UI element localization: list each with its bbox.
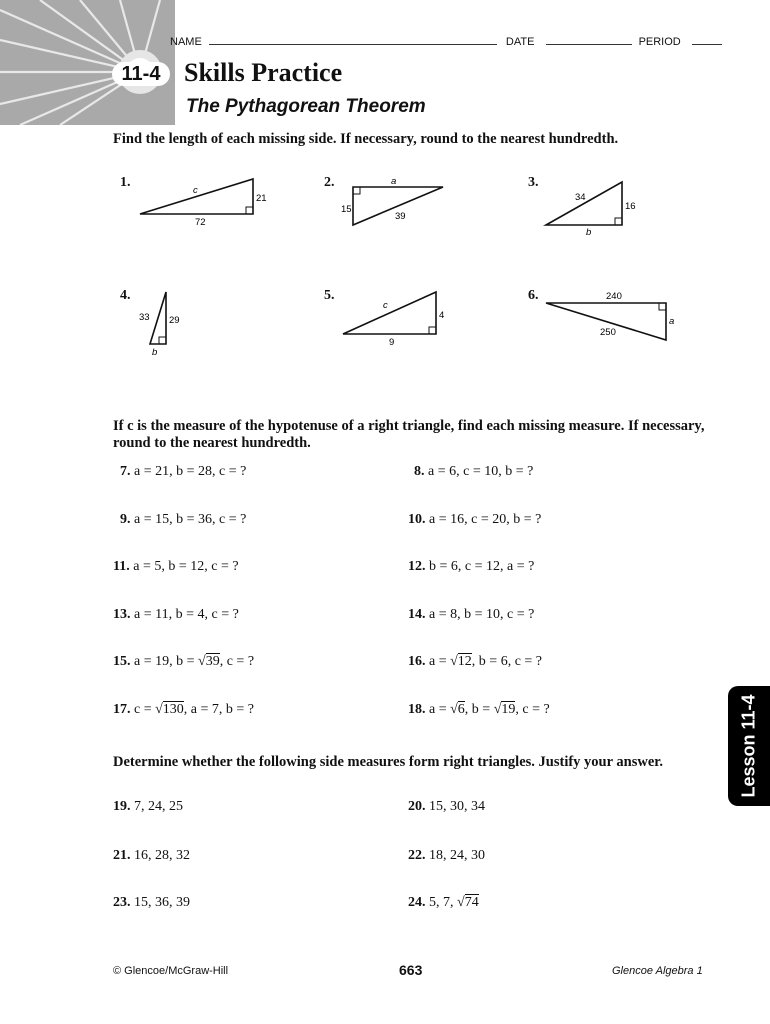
radical-sign-icon: √ [155, 702, 163, 717]
figure-3-label-34: 34 [575, 192, 586, 203]
figure-4-triangle [135, 288, 195, 363]
lesson-side-tab [728, 686, 770, 806]
figure-5-number: 5. [324, 288, 335, 303]
radical-sign-icon: √ [450, 654, 458, 669]
radical-sign-icon: √ [493, 702, 502, 717]
figure-2-label-a: a [391, 176, 397, 187]
figure-3-number: 3. [528, 175, 539, 190]
page-number: 663 [399, 962, 423, 978]
header-fields-row [170, 34, 722, 48]
problem-19: 19. 7, 24, 25 [113, 799, 183, 814]
figure-2-triangle [335, 175, 455, 230]
problem-12: 12. b = 6, c = 12, a = ? [408, 559, 535, 574]
figure-6-number: 6. [528, 288, 539, 303]
figure-3-label-16: 16 [625, 201, 636, 212]
problem-15: 15. a = 19, b = √39, c = ? [113, 654, 255, 669]
lesson-side-tab-label: Lesson 11-4 [738, 694, 759, 798]
problem-17: 17. c = √130, a = 7, b = ? [113, 702, 255, 717]
figure-1-number: 1. [120, 175, 131, 190]
page-title: Skills Practice [184, 58, 343, 87]
figure-1-label-21: 21 [256, 193, 267, 204]
date-label: DATE [505, 36, 535, 48]
problem-20: 20. 15, 30, 34 [408, 799, 485, 814]
figure-3-triangle [540, 175, 650, 240]
figure-5-label-c: c [383, 300, 388, 311]
figure-2-number: 2. [324, 175, 335, 190]
radical-sign-icon: √ [198, 654, 206, 669]
footer-copyright: © Glencoe/McGraw-Hill [113, 965, 229, 977]
problem-9: 9. a = 15, b = 36, c = ? [120, 512, 247, 527]
figure-5-label-4: 4 [439, 310, 445, 321]
section1-instructions: Find the length of each missing side. If necessary, round to the nearest hundredth. [113, 131, 619, 147]
figure-6-label-a: a [669, 316, 675, 327]
name-label: NAME [170, 36, 202, 48]
figure-5-triangle [335, 288, 455, 353]
period-label: PERIOD [638, 36, 681, 48]
problem-18: 18. a = √6, b = √19, c = ? [408, 702, 550, 717]
figure-6-triangle [540, 288, 685, 348]
figure-4-number: 4. [120, 288, 131, 303]
problem-13: 13. a = 11, b = 4, c = ? [113, 607, 239, 622]
figure-6-label-250: 250 [600, 327, 616, 338]
problem-23: 23. 15, 36, 39 [113, 895, 190, 910]
figure-1-label-c: c [193, 185, 198, 196]
figure-1-triangle [135, 175, 275, 230]
figure-4-label-29: 29 [169, 315, 180, 326]
section2-instructions: If c is the measure of the hypotenuse of a right triangle, find each missing measure. If necessary, round to the nearest hundredth. [113, 418, 705, 451]
problem-8: 8. a = 6, c = 10, b = ? [414, 464, 534, 479]
period-field[interactable] [692, 34, 722, 45]
radical-sign-icon: √ [450, 702, 458, 717]
figure-2-label-39: 39 [395, 211, 406, 222]
page-subtitle: The Pythagorean Theorem [186, 96, 426, 117]
figure-5-label-9: 9 [389, 337, 395, 348]
problem-10: 10. a = 16, c = 20, b = ? [408, 512, 542, 527]
figure-6-label-240: 240 [606, 291, 622, 302]
problem-16: 16. a = √12, b = 6, c = ? [408, 654, 543, 669]
problem-14: 14. a = 8, b = 10, c = ? [408, 607, 535, 622]
figure-1-label-72: 72 [195, 217, 206, 228]
footer-book-title: Glencoe Algebra 1 [612, 965, 703, 977]
figure-3-label-b: b [586, 227, 592, 238]
figure-4-label-33: 33 [139, 312, 150, 323]
problem-21: 21. 16, 28, 32 [113, 848, 190, 863]
radical-sign-icon: √ [457, 895, 465, 910]
date-field[interactable] [546, 34, 632, 45]
figure-2-label-15: 15 [341, 204, 352, 215]
problem-24: 24. 5, 7, √74 [408, 895, 479, 910]
section3-instructions: Determine whether the following side measures form right triangles. Justify your answer. [113, 754, 664, 770]
figure-4-label-b: b [152, 347, 158, 358]
problem-22: 22. 18, 24, 30 [408, 848, 485, 863]
problem-11: 11. a = 5, b = 12, c = ? [113, 559, 239, 574]
lesson-badge: 11-4 [112, 62, 170, 86]
name-field[interactable] [209, 34, 497, 45]
problem-7: 7. a = 21, b = 28, c = ? [120, 464, 247, 479]
